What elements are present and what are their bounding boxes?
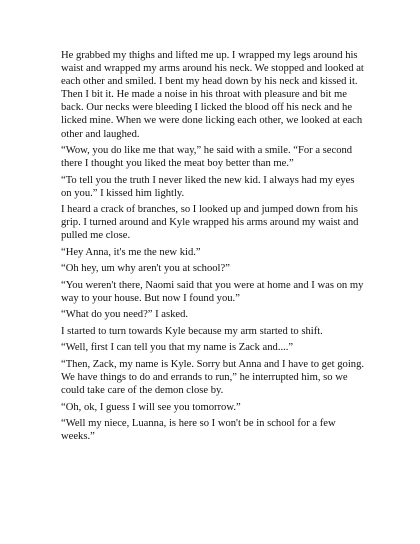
paragraph: “Well my niece, Luanna, is here so I won't be in school for a few weeks.” [61,418,336,443]
paragraph: “What do you need?” I asked. [61,309,189,321]
paragraph: “Well, first I can tell you that my name is Zack and....” [61,342,294,354]
paragraph: “Wow, you do like me that way,” he said with a smile. “For a second there I thought you liked the meat boy better than me.” [61,145,353,170]
paragraph: “Hey Anna, it's me the new kid.” [61,246,201,258]
paragraph: I heard a crack of branches, so I looked up and jumped down from his grip. I turned around and Kyle wrapped his arms around my waist and pulled me close. [61,204,359,242]
story-text [61,49,367,447]
paragraph: “Then, Zack, my name is Kyle. Sorry but Anna and I have to get going. We have things to do and errands to run,” he interrupted him, so we could take care of the demon close by. [61,358,365,397]
paragraph: “Oh hey, um why aren't you at school?” [61,263,230,275]
paragraph: “Oh, ok, I guess I will see you tomorrow.” [61,401,241,413]
paragraph: He grabbed my thighs and lifted me up. I wrapped my legs around his waist and wrapped my arms around his neck. We stopped and looked at each other and smiled. I bent my head down by his neck and kissed it. Then I bit it. He made a noise in his throat with pleasure and bit me back. Our necks were bleeding I licked the blood off his neck and he licked mine. When we were done licking each other, we looked at each other and laughed. [61,50,364,140]
paragraph: “To tell you the truth I never liked the new kid. I always had my eyes on you.” I kissed him lightly. [61,174,355,199]
paragraph: I started to turn towards Kyle because my arm started to shift. [61,325,323,337]
paragraph: “You weren't there, Naomi said that you were at home and I was on my way to your house. But now I found you.” [61,279,364,304]
